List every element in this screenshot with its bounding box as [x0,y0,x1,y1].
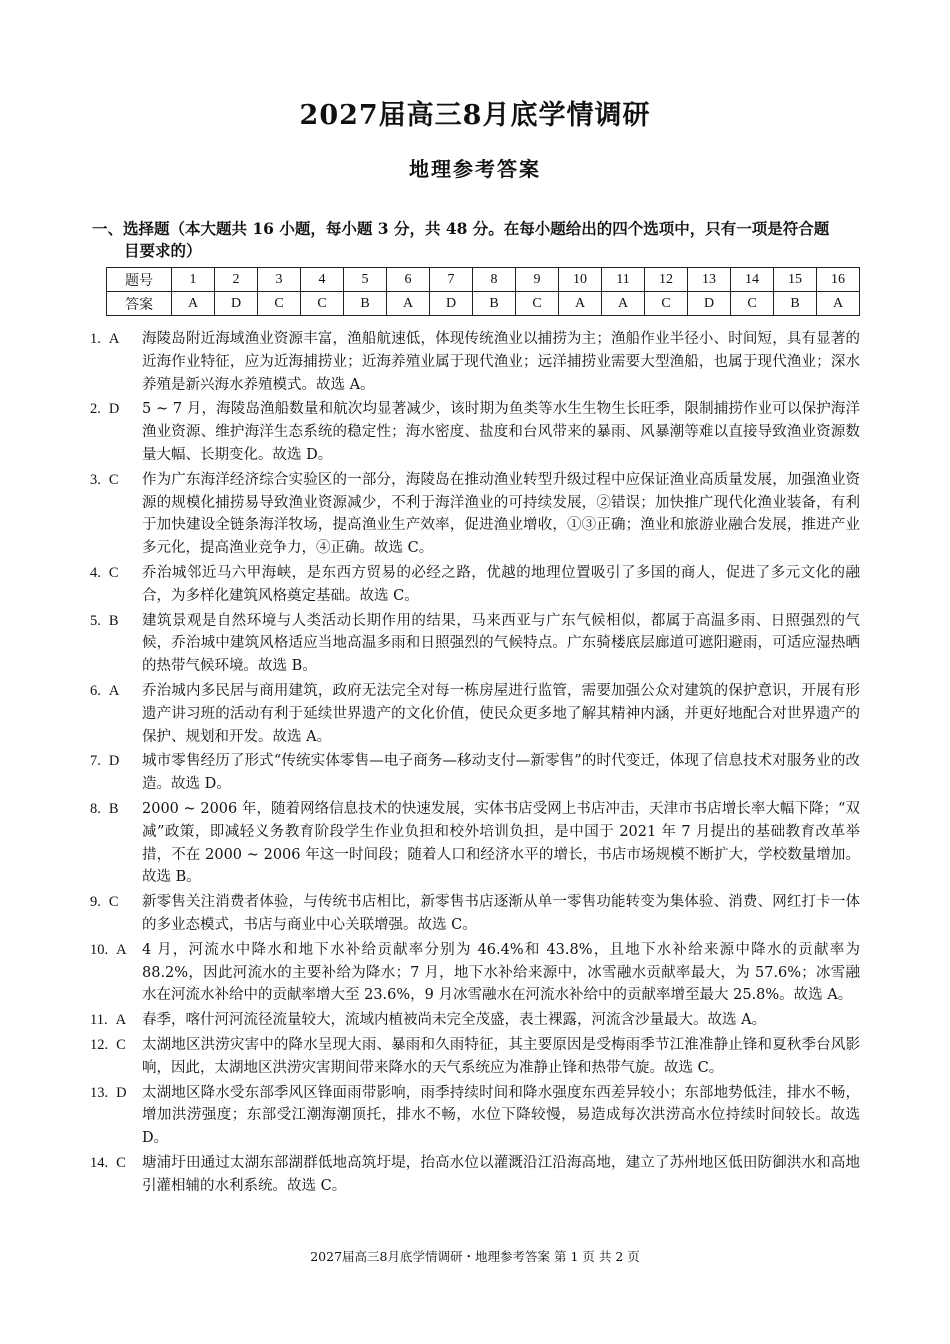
item-text: 2000 ~ 2006 年，随着网络信息技术的快速发展，实体书店受网上书店冲击，天津市书店增长率大幅下降；“双减”政策，即减轻义务教育阶段学生作业负担和校外培训负担，是中国于 2021 年 7 月提出的基础教育改革举措，不在 2000 ~ 2006 年这一时间段；随着人口和经济水平的增长，书店市场规模不断扩大，学校数量增加。故选 B。 [142,800,860,886]
item-answer: A [116,941,127,958]
item-text: 城市零售经历了形式“传统实体零售—电子商务—移动支付—新零售”的时代变迁，体现了信息技术对服务业的改造。故选 D。 [142,753,860,793]
item-answer: D [108,401,120,418]
explanation-item [90,398,860,466]
explanation-item [90,562,860,608]
item-number [90,1152,142,1175]
item-number-label: 3. [90,471,101,488]
document-subtitle: 地理参考答案 [409,157,541,181]
item-number-label: 10. [90,941,109,958]
explanation-item [90,798,860,889]
item-answer: D [116,1084,127,1101]
explanation-item [90,610,860,678]
item-answer: B [108,612,119,629]
item-answer: C [116,1036,126,1053]
section-heading-line1: 一、选择题（本大题共 16 小题，每小题 3 分，共 48 分。在每小题给出的四个选项中，只有一项是符合题 [92,219,830,238]
answer-cell: A [172,292,215,316]
explanation-item [90,1034,860,1080]
question-number-cell: 10 [559,268,602,292]
number-row-label: 题号 [107,268,172,292]
explanation-item [90,680,860,748]
item-text: 太湖地区降水受东部季风区锋面雨带影响，雨季持续时间和降水强度东西差异较小；东部地势低洼，排水不畅，增加洪涝强度；东部受江潮海潮顶托，排水不畅，水位下降较慢，易造成每次洪涝高水位持续时间较长。故选 D。 [142,1084,860,1147]
answer-cell: A [387,292,430,316]
item-answer: C [108,894,119,911]
item-number [90,610,142,633]
item-answer: C [116,1154,126,1171]
answer-cell: A [602,292,645,316]
item-number [90,398,142,421]
answer-table [106,267,860,316]
item-answer: C [108,471,119,488]
question-number-cell: 6 [387,268,430,292]
item-text: 5 ~ 7 月，海陵岛渔船数量和航次均显著减少，该时期为鱼类等水生生物生长旺季，限制捕捞作业可以保护海洋渔业资源、维护海洋生态系统的稳定性；海水密度、盐度和台风带来的暴雨、风暴潮等难以直接导致渔业资源数量大幅、长期变化。故选 D。 [142,401,860,463]
answer-cell: A [559,292,602,316]
item-number [90,939,142,962]
question-number-cell: 8 [473,268,516,292]
question-number-cell: 16 [817,268,860,292]
item-text: 海陵岛附近海域渔业资源丰富，渔船航速低，体现传统渔业以捕捞为主；渔船作业半径小、时间短，具有显著的近海作业特征，应为近海捕捞业；近海养殖业属于现代渔业；远洋捕捞业需要大型渔船，也属于现代渔业；深水养殖是新兴海水养殖模式。故选 A。 [142,331,860,393]
item-number [90,328,142,351]
question-number-cell: 15 [774,268,817,292]
question-number-cell: 11 [602,268,645,292]
answer-cell: C [258,292,301,316]
page-footer: 2027届高三8月底学情调研・地理参考答案 第 1 页 共 2 页 [310,1249,640,1264]
section-heading [92,218,862,262]
answer-row-label: 答案 [107,292,172,316]
item-text: 塘浦圩田通过太湖东部湖群低地高筑圩堤，抬高水位以灌溉沿江沿海高地，建立了苏州地区低田防御洪水和高地引灌相辅的水利系统。故选 C。 [142,1154,860,1194]
item-number-label: 1. [90,331,101,347]
item-text: 4 月，河流水中降水和地下水补给贡献率分别为 46.4%和 43.8%，且地下水补给来源中降水的贡献率为 88.2%，因此河流水的主要补给为降水；7 月，地下水补给来源中，冰雪融水贡献率最大，为 57.6%；冰雪融水在河流水补给中的贡献率增大至 23.6%，9 月冰雪融水在河流水补给中的贡献率增至最大 25.8%。故选 A。 [142,941,860,1004]
item-number-label: 14. [90,1154,109,1171]
item-number [90,1082,142,1105]
item-number-label: 5. [90,612,101,629]
answer-table-answer-row [107,292,860,316]
item-answer: A [108,331,120,347]
item-answer: A [115,1012,127,1029]
item-answer: B [108,800,119,817]
explanation-item [90,1152,860,1198]
question-number-cell: 5 [344,268,387,292]
item-number [90,798,142,821]
answer-cell: A [817,292,860,316]
answer-cell: C [645,292,688,316]
item-text: 乔治城内多民居与商用建筑，政府无法完全对每一栋房屋进行监管，需要加强公众对建筑的保护意识，开展有形遗产讲习班的活动有利于延续世界遗产的文化价值，使民众更多地了解其精神内涵，并更好地配合对世界遗产的保护、规划和开发。故选 A。 [142,682,860,745]
item-text: 作为广东海洋经济综合实验区的一部分，海陵岛在推动渔业转型升级过程中应保证渔业高质量发展，加强渔业资源的规模化捕捞易导致渔业资源减少，不利于海洋渔业的可持续发展，②错误；加快推广现代化渔业装备，有利于加快建设全链条海洋牧场，提高渔业生产效率，促进渔业增收，①③正确；渔业和旅游业融合发展，推进产业多元化，提高渔业竞争力，④正确。故选 C。 [142,471,860,557]
item-number [90,680,142,703]
answer-cell: B [774,292,817,316]
answer-cell: D [688,292,731,316]
question-number-cell: 12 [645,268,688,292]
answer-table-number-row [107,268,860,292]
item-number-label: 11. [90,1012,108,1029]
question-number-cell: 14 [731,268,774,292]
answer-cell: C [301,292,344,316]
item-number-label: 9. [90,894,101,911]
question-number-cell: 4 [301,268,344,292]
question-number-cell: 9 [516,268,559,292]
item-number [90,469,142,492]
item-answer: D [108,753,120,770]
item-number [90,1034,142,1057]
explanation-item [90,939,860,1007]
section-heading-line2: 目要求的） [124,241,202,260]
item-number-label: 8. [90,800,101,817]
item-text: 春季，喀什河河流径流量较大，流域内植被尚未完全茂盛，表土裸露，河流含沙量最大。故选 A。 [142,1012,767,1029]
item-answer: C [108,564,119,581]
question-number-cell: 2 [215,268,258,292]
document-title: 2027届高三8月底学情调研 [299,100,651,131]
item-number-label: 7. [90,753,101,770]
item-number-label: 12. [90,1036,109,1053]
explanation-item [90,328,860,396]
item-number-label: 2. [90,401,101,418]
answer-cell: D [430,292,473,316]
explanation-item [90,1082,860,1150]
item-number [90,750,142,773]
item-number-label: 13. [90,1084,109,1101]
item-text: 太湖地区洪涝灾害中的降水呈现大雨、暴雨和久雨特征，其主要原因是受梅雨季节江淮准静止锋和夏秋季台风影响，因此，太湖地区洪涝灾害期间带来降水的天气系统应为准静止锋和热带气旋。故选 C。 [142,1036,860,1076]
explanation-list [90,328,860,1199]
item-number-label: 6. [90,682,101,699]
item-answer: A [108,682,120,699]
explanation-item [90,750,860,796]
answer-cell: C [516,292,559,316]
question-number-cell: 1 [172,268,215,292]
item-number-label: 4. [90,564,101,581]
item-text: 建筑景观是自然环境与人类活动长期作用的结果，马来西亚与广东气候相似，都属于高温多雨、日照强烈的气候，乔治城中建筑风格适应当地高温多雨和日照强烈的气候特点。广东骑楼底层廊道可遮阳避雨，可适应湿热晒的热带气候环境。故选 B。 [142,612,860,675]
answer-cell: C [731,292,774,316]
question-number-cell: 3 [258,268,301,292]
item-number [90,1009,142,1032]
explanation-item [90,469,860,560]
explanation-item [90,1009,860,1032]
item-number [90,891,142,914]
question-number-cell: 7 [430,268,473,292]
answer-cell: D [215,292,258,316]
item-text: 乔治城邻近马六甲海峡，是东西方贸易的必经之路，优越的地理位置吸引了多国的商人，促进了多元文化的融合，为多样化建筑风格奠定基础。故选 C。 [142,564,860,604]
item-number [90,562,142,585]
answer-cell: B [344,292,387,316]
explanation-item [90,891,860,937]
item-text: 新零售关注消费者体验，与传统书店相比，新零售书店逐渐从单一零售功能转变为集体验、消费、网红打卡一体的多业态模式，书店与商业中心关联增强。故选 C。 [142,894,860,933]
answer-cell: B [473,292,516,316]
question-number-cell: 13 [688,268,731,292]
